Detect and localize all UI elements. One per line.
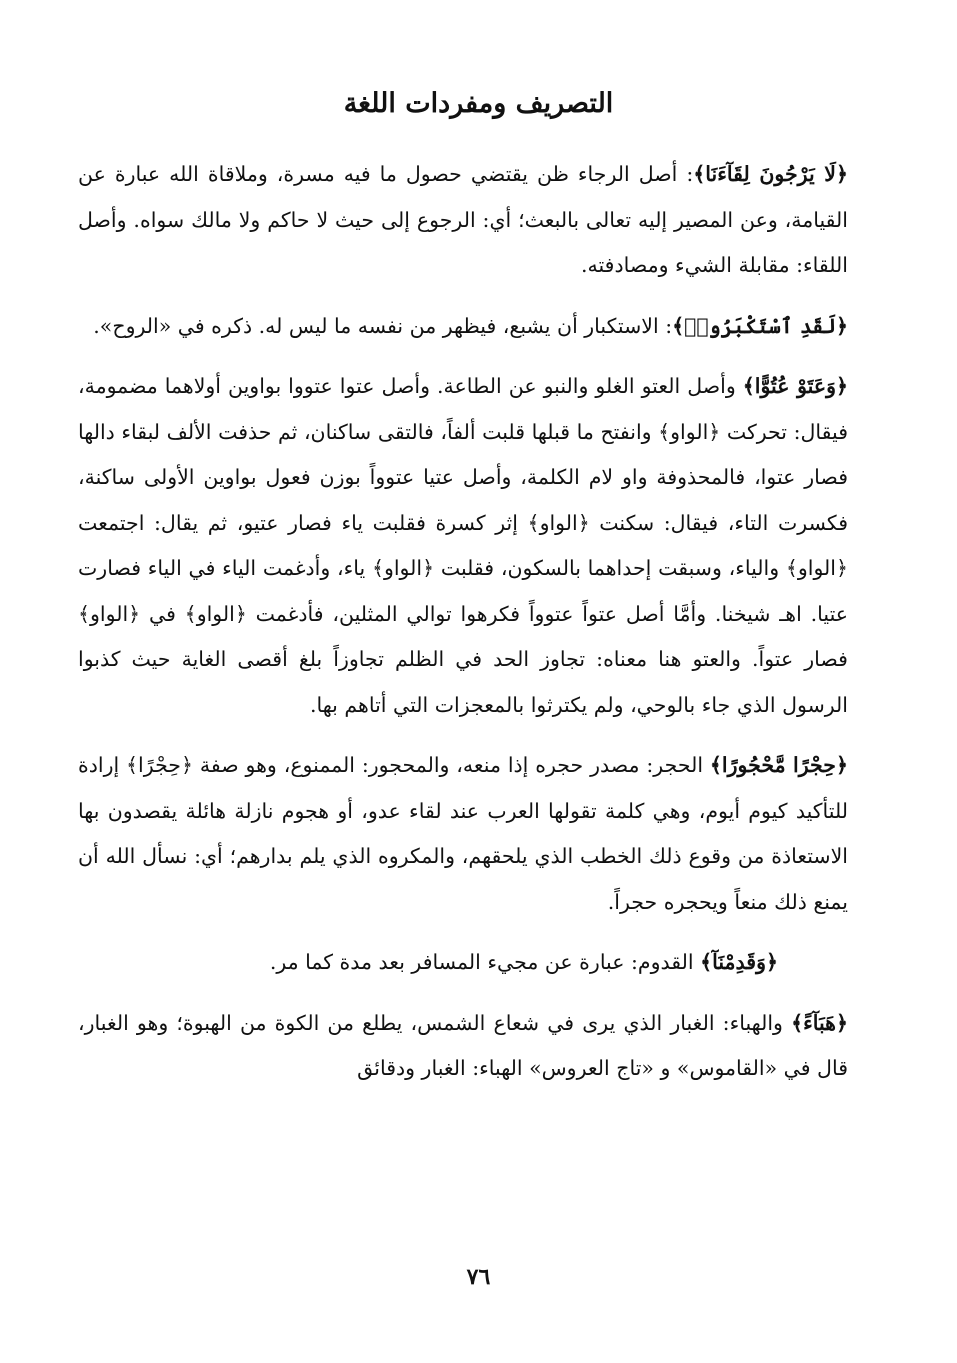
paragraph-text: الحجر: مصدر حجره إذا منعه، والمحجور: الممنوع، وهو صفة ﴿حِجْرًا﴾ إرادة للتأكيد كيوم أيوم، وهي كلمة تقولها العرب عند لقاء عدو، أو هجوم نازلة هائلة يقصدون بها الاستعاذة من وقوع ذلك الخطب الذي يلحقهم، والمكروه الذي يلم بدارهم؛ أي: نسأل الله أن يمنع ذلك منعاً ويحجره حجراً. bbox=[78, 753, 848, 914]
paragraph-atawa bbox=[78, 364, 848, 728]
paragraph-text: : أصل الرجاء ظن يقتضي حصول ما فيه مسرة، وملاقاة الله عبارة عن القيامة، وعن المصير إليه تعالى بالبعث؛ أي: الرجوع إلى حيث لا حاكم ولا مالك سواه. وأصل اللقاء: مقابلة الشيء ومصادفته. bbox=[78, 162, 848, 277]
quran-phrase: ﴿هَبَآءً﴾ bbox=[791, 1010, 848, 1035]
page-body bbox=[78, 152, 848, 1107]
page-title: التصريف ومفردات اللغة bbox=[343, 88, 614, 119]
paragraph-habaa bbox=[78, 1001, 848, 1092]
quran-phrase: ﴿لَقَدِ ٱسْتَكْبَرُوا۟﴾ bbox=[672, 313, 848, 338]
paragraph-text: وأصل العتو الغلو والنبو عن الطاعة. وأصل عتوا عتووا بواوين أولاهما مضمومة، فيقال: تحركت ﴿الواو﴾ وانفتح ما قبلها قلبت ألفاً، فالتقى ساكنان، ثم حذفت الألف لبقاء دالها فصار عتوا، فالمحذوفة واو لام الكلمة، وأصل عتيا عتوواً بوزن فعول بواوين الأولى ساكنة، فكسرت التاء، فيقال: سكنت ﴿الواو﴾ إثر كسرة فقلبت ياء فصار عتيو، ثم يقال: اجتمعت ﴿الواو﴾ والياء، وسبقت إحداهما بالسكون، فقلبت ﴿الواو﴾ ياء، وأدغمت الياء في الياء فصارت عتيا. اهـ شيخنا. وأمَّا أصل عتواً عتوواً فكرهوا توالي المثلين، فأدغمت ﴿الواو﴾ في ﴿الواو﴾ فصار عتواً. والعتو هنا معناه: تجاوز الحد في الظلم تجاوزاً بلغ أقصى الغاية حيث كذبوا الرسول الذي جاء بالوحي، ولم يكترثوا بالمعجزات التي أتاهم بها. bbox=[78, 374, 848, 717]
paragraph-la-yarjoona bbox=[78, 152, 848, 289]
paragraph-text: : الاستكبار أن يشبع، فيظهر من نفسه ما ليس له. ذكره في «الروح». bbox=[93, 313, 673, 338]
paragraph-qadimna bbox=[78, 940, 848, 986]
quran-phrase: ﴿لَا يَرْجُونَ لِقَآءَنَا﴾ bbox=[693, 162, 848, 186]
paragraph-text: القدوم: عبارة عن مجيء المسافر بعد مدة كما مر. bbox=[269, 950, 701, 974]
quran-phrase: ﴿وَعَتَوْ عُتُوًّا﴾ bbox=[742, 374, 848, 398]
paragraph-istakbaru bbox=[78, 304, 848, 350]
paragraph-text: والهباء: الغبار الذي يرى في شعاع الشمس، يطلع من الكوة من الهبوة؛ وهو الغبار، قال في «القاموس» و «تاج العروس» الهباء: الغبار ودقائق bbox=[78, 1010, 848, 1080]
page-number: ٧٦ bbox=[466, 1264, 491, 1290]
paragraph-hijran bbox=[78, 743, 848, 925]
quran-phrase: ﴿وَقَدِمْنَآ﴾ bbox=[700, 950, 778, 974]
quran-phrase: ﴿حِجْرًا مَّحْجُورًا﴾ bbox=[709, 753, 848, 777]
